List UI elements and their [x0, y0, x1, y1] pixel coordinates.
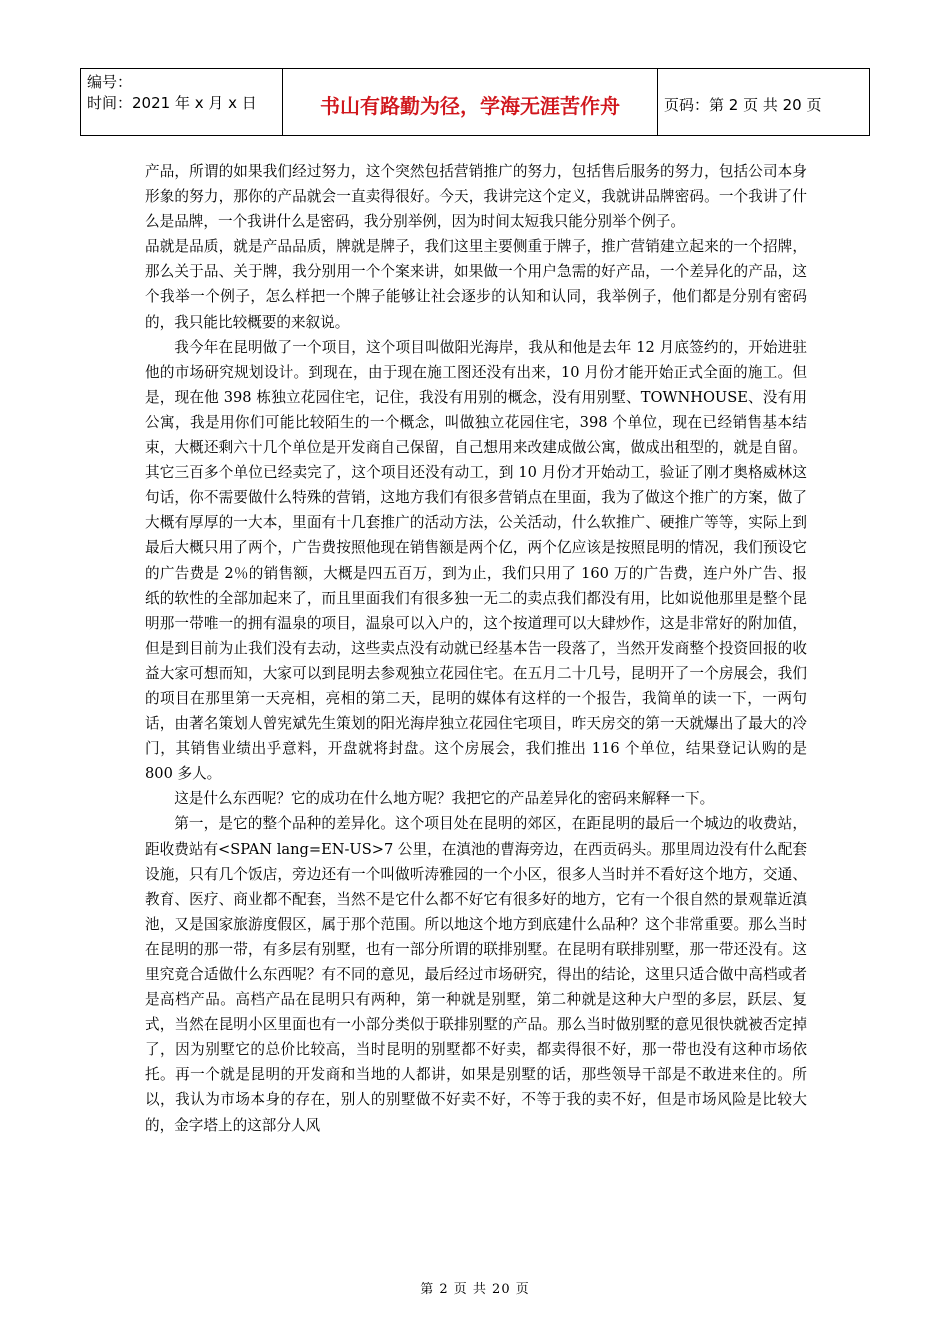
paragraph: 品就是品质，就是产品品质，牌就是牌子，我们这里主要侧重于牌子，推广营销建立起来的一个招牌，那么关于品、关于牌，我分别用一个个案来讲，如果做一个用户急需的好产品，一个差异化的产品，这个我举一个例子，怎么样把一个牌子能够让社会逐步的认知和认同，我举例子，他们都是分别有密码的，我只能比较概要的来叙说。: [145, 238, 807, 331]
paragraph: 第一，是它的整个品种的差异化。这个项目处在昆明的郊区，在距昆明的最后一个城边的收费站，距收费站有<SPAN lang=EN-US>7 公里，在滇池的曹海旁边，在西贡码头。那里周边没有什么配套设施，只有几个饭店，旁边还有一个叫做听涛雅园的一个小区，很多人当时并不看好这个地方，交通、教育、医疗、商业都不配套，当然不是它什么都不好它有很多好的地方，它有一个很自然的景观靠近滇池，又是国家旅游度假区，属于那个范围。所以地这个地方到底建什么品种？这个非常重要。那么当时在昆明的那一带，有多层有别墅，也有一部分所谓的联排别墅。在昆明有联排别墅，那一带还没有。这里究竟合适做什么东西呢？有不同的意见，最后经过市场研究，得出的结论，这里只适合做中高档或者是高档产品。高档产品在昆明只有两种，第一种就是别墅，第二种就是这种大户型的多层，跃层、复式，当然在昆明小区里面也有一小部分类似于联排别墅的产品。那么当时做别墅的意见很快就被否定掉了，因为别墅它的总价比较高，当时昆明的别墅都不好卖，都卖得很不好，那一带也没有这种市场依托。再一个就是昆明的开发商和当地的人都讲，如果是别墅的话，那些领导干部是不敢进来住的。所以，我认为市场本身的存在，别人的别墅做不好卖不好，不等于我的卖不好，但是市场风险是比较大的，金字塔上的这部分人风: [145, 815, 807, 1134]
serial-number: 编号：: [87, 73, 133, 91]
header-date: 时间：2021 年 x 月 x 日: [87, 94, 257, 112]
paragraph: 我今年在昆明做了一个项目，这个项目叫做阳光海岸，我从和他是去年 12 月底签约的，开始进驻他的市场研究规划设计。到现在，由于现在施工图还没有出来，10 月份才能开始正式全面的施工。但是，现在他 398 栋独立花园住宅，记住，我没有用别的概念，没有用别墅、TOWNHOUSE、没有用公寓，我是用你们可能比较陌生的一个概念，叫做独立花园住宅，398 个单位，现在已经销售基本结束，大概还剩六十几个单位是开发商自己保留，自己想用来改建成做公寓，做成出租型的，就是自留。其它三百多个单位已经卖完了，这个项目还没有动工，到 10 月份才开始动工，验证了刚才奥格威林这句话，你不需要做什么特殊的营销，这地方我们有很多营销点在里面，我为了做这个推广的方案，做了大概有厚厚的一大本，里面有十几套推广的活动方法，公关活动，什么软推广、硬推广等等，实际上到最后大概只用了两个，广告费按照他现在销售额是两个亿，两个亿应该是按照昆明的情况，我们预设它的广告费是 2％的销售额，大概是四五百万，到为止，我们只用了 160 万的广告费，连户外广告、报纸的软性的全部加起来了，而且里面我们有很多独一无二的卖点我们都没有用，比如说他那里是整个昆明那一带唯一的拥有温泉的项目，温泉可以入户的，这个按道理可以大肆炒作，这是非常好的附加值，但是到目前为止我们没有去动，这些卖点没有动就已经基本告一段落了，当然开发商整个投资回报的收益大家可想而知，大家可以到昆明去参观独立花园住宅。在五月二十几号，昆明开了一个房展会，我们的项目在那里第一天亮相，亮相的第二天，昆明的媒体有这样的一个报告，我简单的读一下，一两句话，由著名策划人曾宪斌先生策划的阳光海岸独立花园住宅项目，昨天房交的第一天就爆出了最大的冷门，其销售业绩出乎意料，开盘就将封盘。这个房展会，我们推出 116 个单位，结果登记认购的是 800 多人。: [145, 338, 807, 783]
header-page-number: 页码：第 2 页 共 20 页: [664, 95, 822, 114]
document-body: [145, 159, 807, 1138]
header-motto: 书山有路勤为径，学海无涯苦作舟: [283, 69, 658, 135]
page-footer: 第 2 页 共 20 页: [420, 1282, 530, 1297]
page-header: [80, 68, 870, 136]
header-meta: [81, 69, 283, 135]
paragraph: 产品，所谓的如果我们经过努力，这个突然包括营销推广的努力，包括售后服务的努力，包括公司本身形象的努力，那你的产品就会一直卖得很好。今天，我讲完这个定义，我就讲品牌密码。一个我讲了什么是品牌，一个我讲什么是密码，我分别举例，因为时间太短我只能分别举个例子。: [145, 163, 807, 231]
paragraph: 这是什么东西呢？它的成功在什么地方呢？我把它的产品差异化的密码来解释一下。: [174, 790, 715, 808]
